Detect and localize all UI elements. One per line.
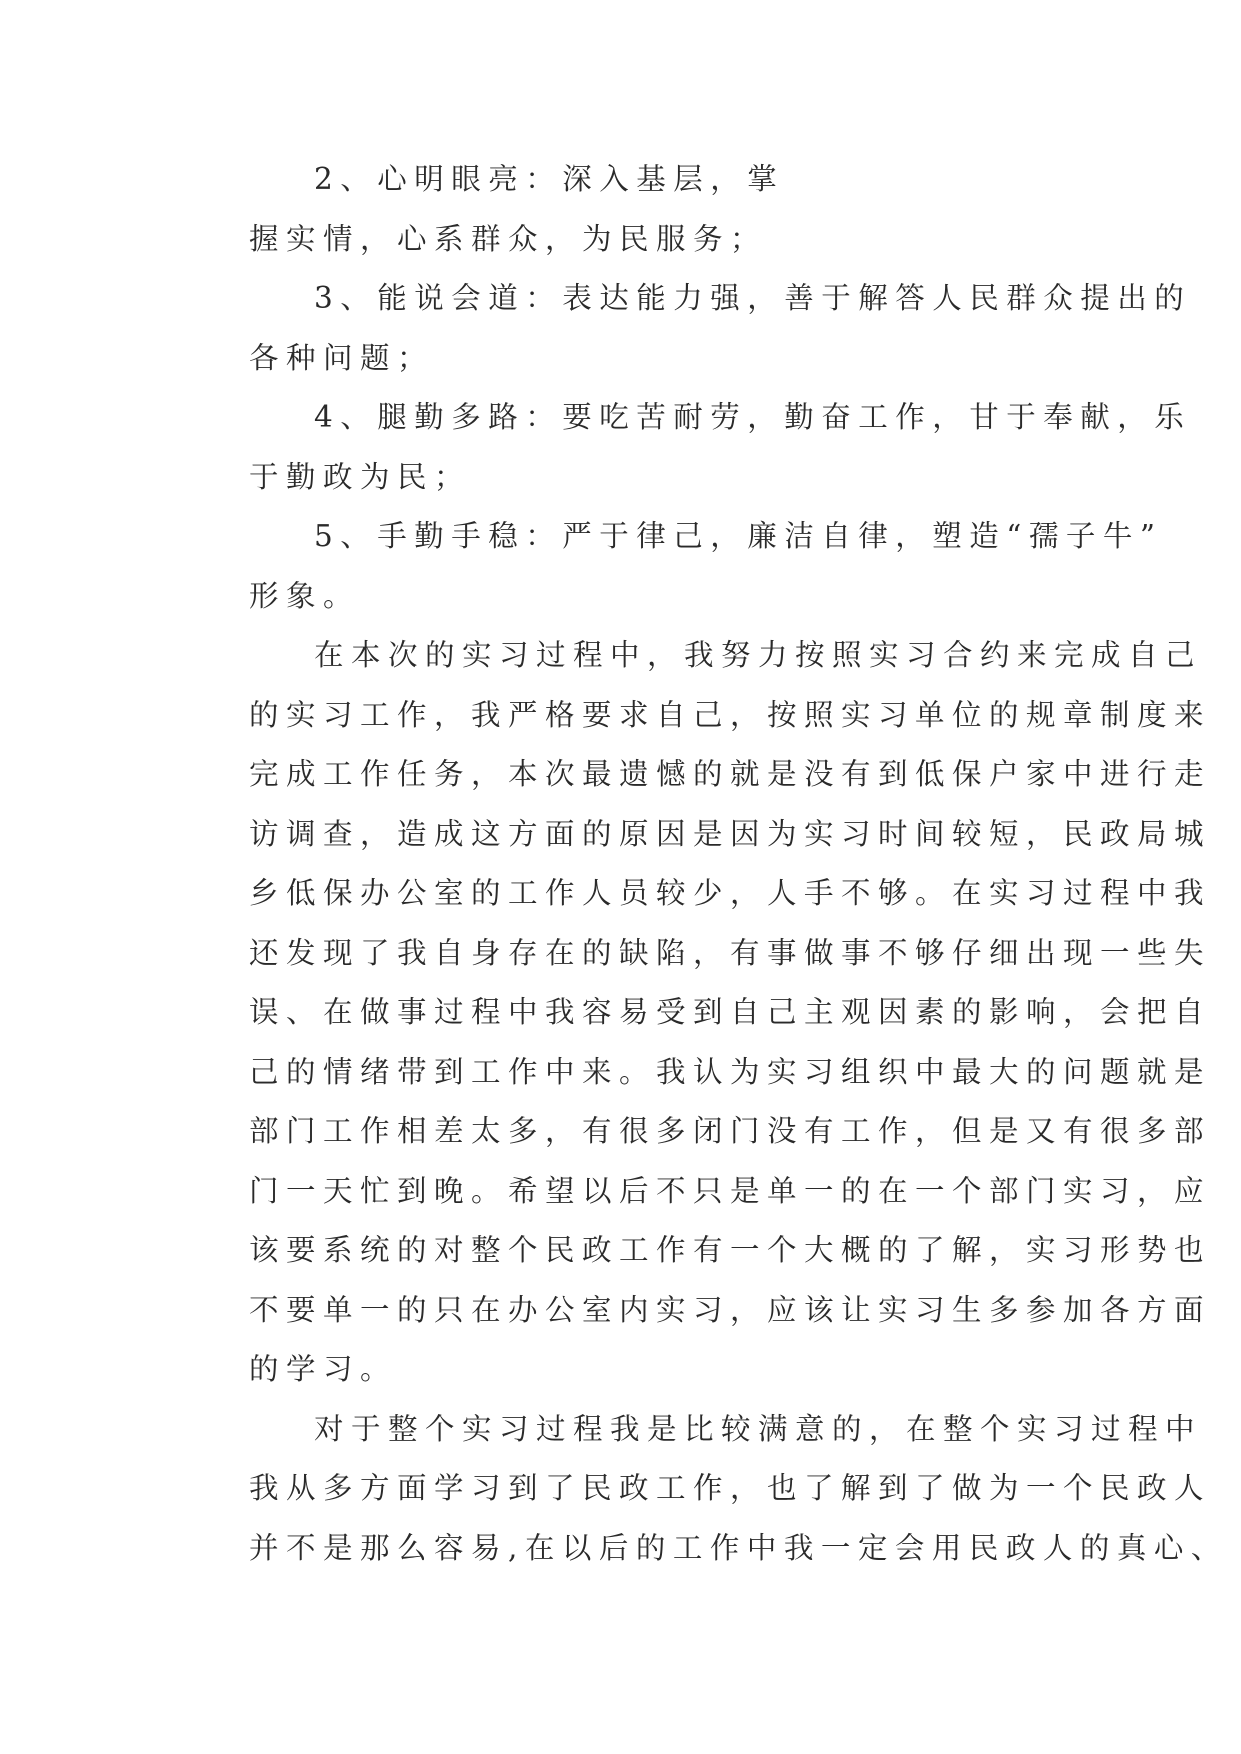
paragraph-line: 我从多方面学习到了民政工作，也了解到了做为一个民政人 — [249, 1471, 1212, 1505]
paragraph-line: 己的情绪带到工作中来。我认为实习组织中最大的问题就是 — [249, 1054, 1212, 1089]
paragraph-line: 误、在做事过程中我容易受到自己主观因素的影响，会把自 — [249, 995, 1212, 1029]
paragraph-line: 的实习工作，我严格要求自己，按照实习单位的规章制度来 — [249, 697, 1212, 732]
paragraph-line: 门一天忙到晚。希望以后不只是单一的在一个部门实习，应 — [249, 1173, 1212, 1208]
paragraph-internship-reflection — [190, 626, 1212, 1400]
paragraph-line: 还发现了我自身存在的缺陷，有事做事不够仔细出现一些失 — [249, 935, 1212, 970]
paragraph-line: 5、手勤手稳：严于律己，廉洁自律，塑造“孺子牛” — [314, 519, 1163, 553]
paragraph-line: 完成工作任务，本次最遗憾的就是没有到低保户家中进行走 — [249, 757, 1212, 791]
paragraph-line: 3、能说会道：表达能力强，善于解答人民群众提出的 — [314, 281, 1192, 315]
paragraph-item-2 — [190, 150, 1050, 269]
paragraph-line: 访调查，造成这方面的原因是因为实习时间较短，民政局城 — [249, 816, 1212, 851]
paragraph-line: 4、腿勤多路：要吃苦耐劳，勤奋工作，甘于奉献，乐 — [314, 400, 1192, 434]
paragraph-line: 各种问题； — [249, 340, 435, 375]
paragraph-line: 对于整个实习过程我是比较满意的，在整个实习过程中 — [314, 1411, 1203, 1446]
paragraph-line: 乡低保办公室的工作人员较少，人手不够。在实习过程中我 — [249, 876, 1212, 910]
paragraph-conclusion — [190, 1400, 1228, 1579]
paragraph-line: 形象。 — [249, 578, 361, 613]
paragraph-line: 部门工作相差太多，有很多闭门没有工作，但是又有很多部 — [249, 1114, 1212, 1148]
paragraph-line: 不要单一的只在办公室内实习，应该让实习生多参加各方面 — [249, 1292, 1212, 1327]
paragraph-line: 于勤政为民； — [249, 459, 472, 494]
document-page — [190, 150, 1228, 1578]
paragraph-item-4 — [190, 388, 1192, 507]
paragraph-line: 的学习。 — [249, 1352, 398, 1386]
paragraph-item-3 — [190, 269, 1192, 388]
paragraph-line: 该要系统的对整个民政工作有一个大概的了解，实习形势也 — [249, 1233, 1212, 1267]
paragraph-line: 握实情，心系群众，为民服务； — [249, 221, 768, 256]
paragraph-line: 在本次的实习过程中，我努力按照实习合约来完成自己 — [314, 638, 1203, 672]
paragraph-line: 并不是那么容易,在以后的工作中我一定会用民政人的真心、 — [249, 1530, 1228, 1565]
paragraph-item-5 — [190, 507, 1163, 626]
paragraph-line: 2、心明眼亮：深入基层，掌 — [314, 162, 785, 196]
